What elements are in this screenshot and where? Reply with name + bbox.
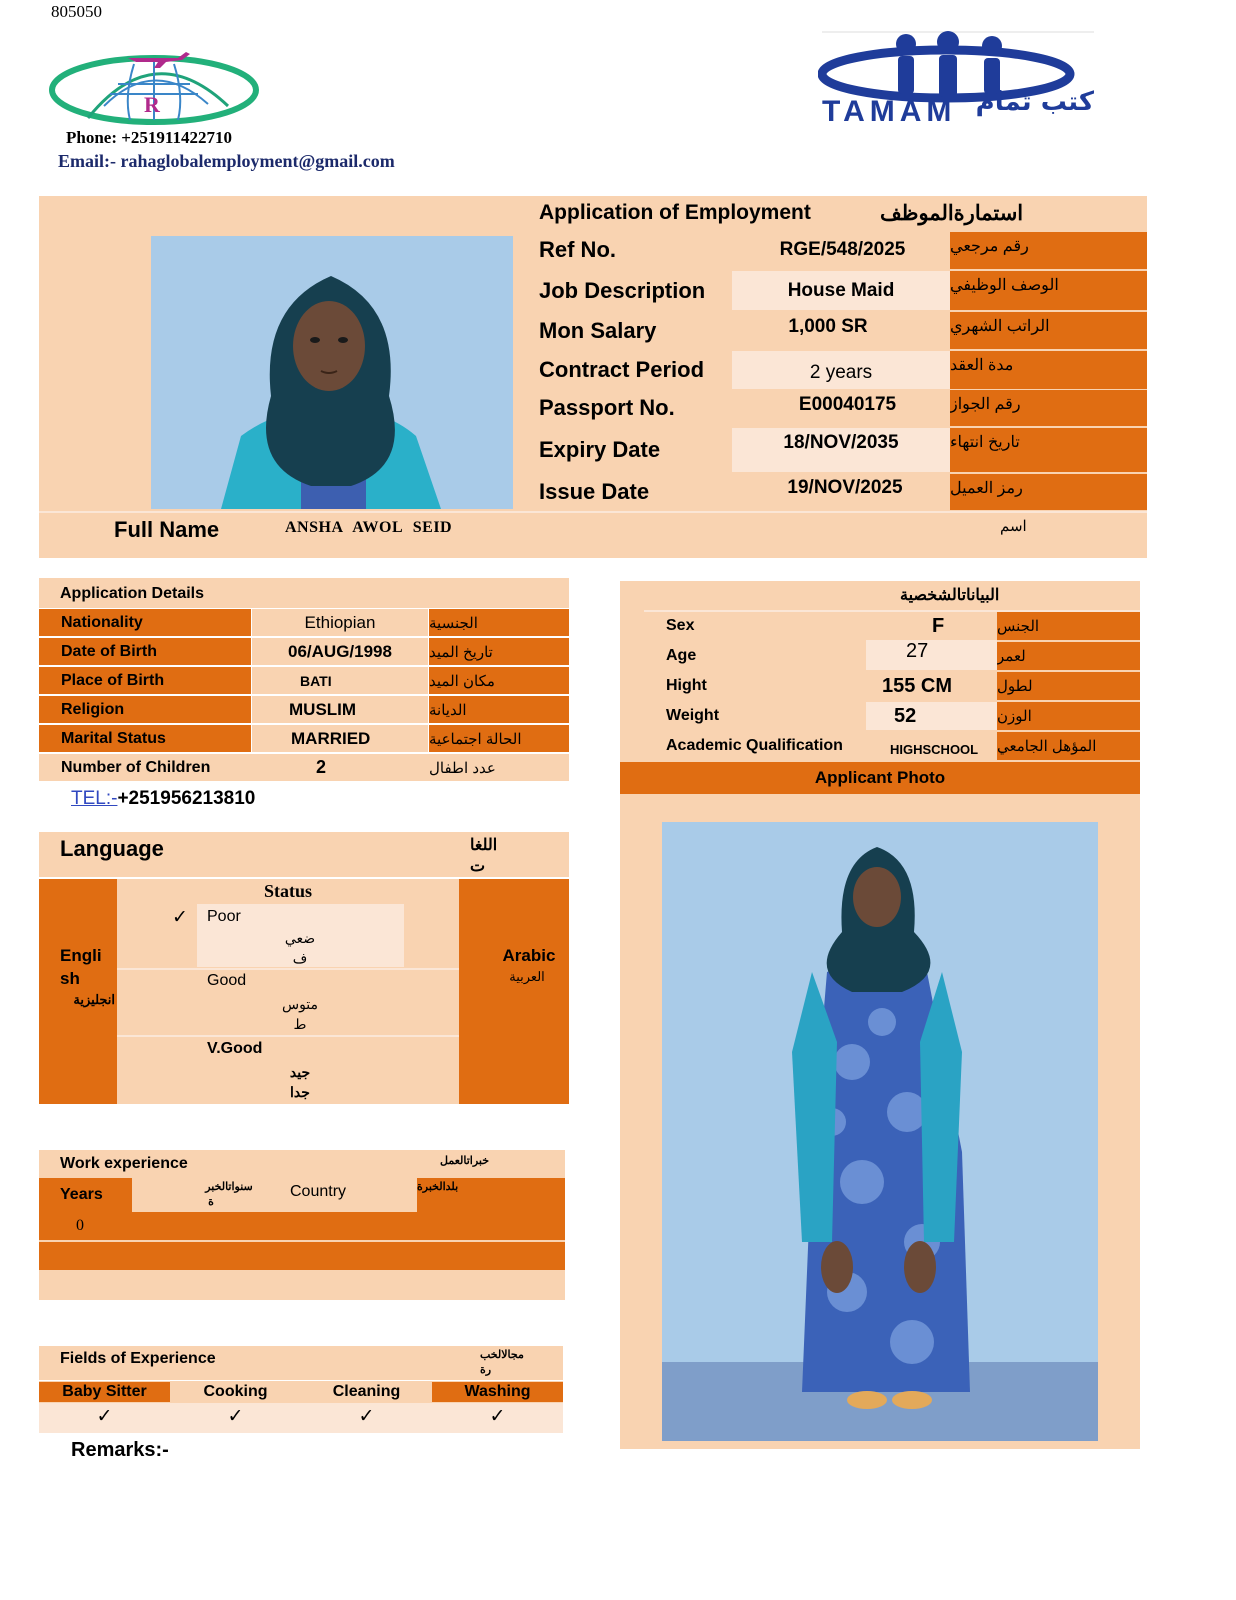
field-cleaning: Cleaning: [332, 1383, 401, 1400]
issue-date-value: 19/NOV/2025: [787, 477, 903, 498]
arabic-column: [459, 879, 569, 1104]
fields-of-experience-title-arabic-1: مجالالخب: [480, 1348, 524, 1361]
arabic-label-arabic: العربية: [509, 969, 545, 984]
contract-period-label-arabic: مدة العقد: [950, 351, 1147, 389]
arabic-label: Arabic: [502, 946, 556, 965]
weight-label-arabic: الوزن: [997, 702, 1140, 730]
job-description-label-arabic: الوصف الوظيفي: [950, 271, 1147, 310]
weight-value: 52: [866, 702, 997, 730]
work-experience-row-2: [39, 1242, 565, 1270]
english-label-arabic: انجليزية: [73, 992, 115, 1007]
country-label: Country: [290, 1183, 347, 1200]
language-title-arabic-2: ت: [470, 858, 486, 875]
field-cooking: Cooking: [203, 1383, 268, 1400]
applicant-portrait-photo: [151, 236, 513, 509]
application-title: Application of Employment: [539, 201, 811, 224]
marital-status-label-arabic: الحالة اجتماعية: [429, 725, 569, 752]
job-description-label: Job Description: [539, 277, 706, 303]
telephone-label: TEL:-: [71, 788, 118, 809]
cleaning-check-icon: ✓: [358, 1405, 375, 1427]
email-address: Email:- rahaglobalemployment@gmail.com: [58, 151, 395, 171]
partner-logo-latin: TAMAM: [822, 95, 957, 126]
contract-period-value: 2 years: [732, 351, 950, 389]
full-name-label-arabic: اسم: [1000, 518, 1027, 535]
expiry-date-label: Expiry Date: [539, 437, 661, 462]
work-experience-row-1: 0: [39, 1212, 565, 1240]
sex-label: Sex: [666, 617, 695, 634]
baby-sitter-check-icon: ✓: [96, 1405, 113, 1427]
nationality-label-arabic: الجنسية: [429, 609, 569, 636]
passport-no-label: Passport No.: [539, 395, 675, 420]
ref-no-label: Ref No.: [539, 236, 616, 262]
partner-logo: [818, 30, 1100, 126]
nationality-value: Ethiopian: [252, 609, 428, 636]
academic-qualification-value: HIGHSCHOOL: [890, 741, 979, 757]
cooking-check-icon: ✓: [227, 1405, 244, 1427]
application-details-title: Application Details: [60, 585, 205, 602]
years-label: Years: [39, 1178, 132, 1212]
divider: [39, 511, 1147, 513]
partner-logo-arabic: كتب تمام: [975, 87, 1094, 117]
language-level-poor: Poor: [207, 908, 241, 925]
number-of-children-label: Number of Children: [61, 758, 211, 776]
date-of-birth-value: 06/AUG/1998: [252, 638, 428, 665]
years-label-arabic-1: سنواتالخبر: [205, 1180, 253, 1193]
salary-label: Mon Salary: [539, 317, 657, 343]
nationality-label: Nationality: [39, 609, 251, 636]
full-name-value: ANSHA AWOL SEID: [285, 519, 453, 536]
telephone-line: [71, 785, 331, 813]
sex-label-arabic: الجنس: [997, 612, 1140, 640]
english-label-2: sh: [60, 969, 80, 988]
language-level-good-arabic-2: ط: [293, 1015, 307, 1032]
work-experience-row-3: [39, 1270, 565, 1300]
passport-no-label-arabic: رقم الجواز: [950, 390, 1147, 426]
issue-date-label: Issue Date: [539, 479, 650, 504]
date-of-birth-label-arabic: تاريخ الميد: [429, 638, 569, 665]
number-of-children-label-arabic: عدد اطفال: [429, 759, 496, 777]
height-value: 155 CM: [882, 674, 953, 697]
ref-no-label-arabic: رقم مرجعي: [950, 232, 1147, 269]
applicant-photo-label: Applicant Photo: [620, 762, 1140, 794]
language-title-arabic-1: اللغا: [470, 837, 498, 854]
application-title-arabic: استمارةالموظف: [880, 201, 1024, 225]
weight-label: Weight: [666, 707, 720, 724]
language-level-vgood-arabic-2: جدا: [290, 1083, 310, 1100]
place-of-birth-label-arabic: مكان الميد: [429, 667, 569, 694]
date-of-birth-label: Date of Birth: [39, 638, 251, 665]
personal-data-title-arabic: البياناتالشخصية: [900, 587, 1000, 604]
years-label-arabic-2: ة: [208, 1195, 214, 1208]
religion-value: MUSLIM: [252, 696, 428, 723]
language-level-poor-arabic-1: ضعي: [284, 929, 316, 946]
religion-label-arabic: الديانة: [429, 696, 569, 723]
phone-number: Phone: +251911422710: [66, 128, 232, 147]
marital-status-label: Marital Status: [39, 725, 251, 752]
age-label: Age: [666, 647, 697, 664]
field-washing: Washing: [432, 1382, 563, 1402]
agency-logo: [48, 46, 260, 128]
issue-date-label-arabic: رمز العميل: [950, 474, 1147, 510]
age-label-arabic: لعمر: [997, 642, 1140, 670]
salary-label-arabic: الراتب الشهري: [950, 312, 1147, 349]
poor-check-icon: ✓: [172, 906, 188, 928]
academic-qualification-label: Academic Qualification: [666, 737, 843, 754]
job-description-value: House Maid: [732, 271, 950, 310]
language-level-good: Good: [207, 972, 247, 989]
number-of-children-value: 2: [316, 757, 327, 777]
full-name-label: Full Name: [114, 517, 220, 542]
language-level-good-arabic-1: متوس: [281, 995, 319, 1012]
height-label-arabic: لطول: [997, 672, 1140, 700]
place-of-birth-label: Place of Birth: [39, 667, 251, 694]
washing-check-icon: ✓: [489, 1405, 506, 1427]
language-level-poor-arabic-2: ف: [292, 949, 308, 966]
field-baby-sitter: Baby Sitter: [39, 1382, 170, 1402]
age-value: 27: [866, 640, 997, 670]
salary-value: 1,000 SR: [788, 316, 868, 337]
contract-period-label: Contract Period: [539, 357, 705, 382]
country-label-arabic: بلدالخبرة: [417, 1178, 565, 1212]
fields-of-experience-title-arabic-2: رة: [480, 1363, 492, 1376]
language-level-vgood-arabic-1: جيد: [289, 1063, 311, 1080]
expiry-date-label-arabic: تاريخ انتهاء: [950, 428, 1147, 472]
language-title: Language: [60, 836, 164, 861]
applicant-full-body-photo: [662, 822, 1098, 1441]
remarks-label: Remarks:-: [71, 1438, 169, 1461]
marital-status-value: MARRIED: [252, 725, 428, 752]
religion-label: Religion: [39, 696, 251, 723]
place-of-birth-value: BATI: [252, 667, 428, 694]
academic-qualification-label-arabic: المؤهل الجامعي: [997, 732, 1140, 760]
work-experience-title: Work experience: [60, 1155, 188, 1172]
passport-no-value: E00040175: [798, 394, 897, 415]
expiry-date-value: 18/NOV/2035: [732, 428, 950, 472]
height-label: Hight: [666, 677, 707, 694]
sex-value: F: [932, 614, 945, 637]
fields-of-experience-title: Fields of Experience: [60, 1350, 216, 1367]
language-level-vgood: V.Good: [207, 1040, 263, 1057]
status-header: Status: [263, 880, 312, 901]
telephone-value: +251956213810: [117, 788, 256, 809]
work-experience-title-arabic: خبراتالعمل: [440, 1154, 490, 1167]
agency-logo-letter: R: [144, 92, 160, 117]
ref-no-value: RGE/548/2025: [779, 238, 906, 260]
reference-code: 805050: [51, 2, 102, 21]
english-label-1: Engli: [60, 946, 102, 965]
